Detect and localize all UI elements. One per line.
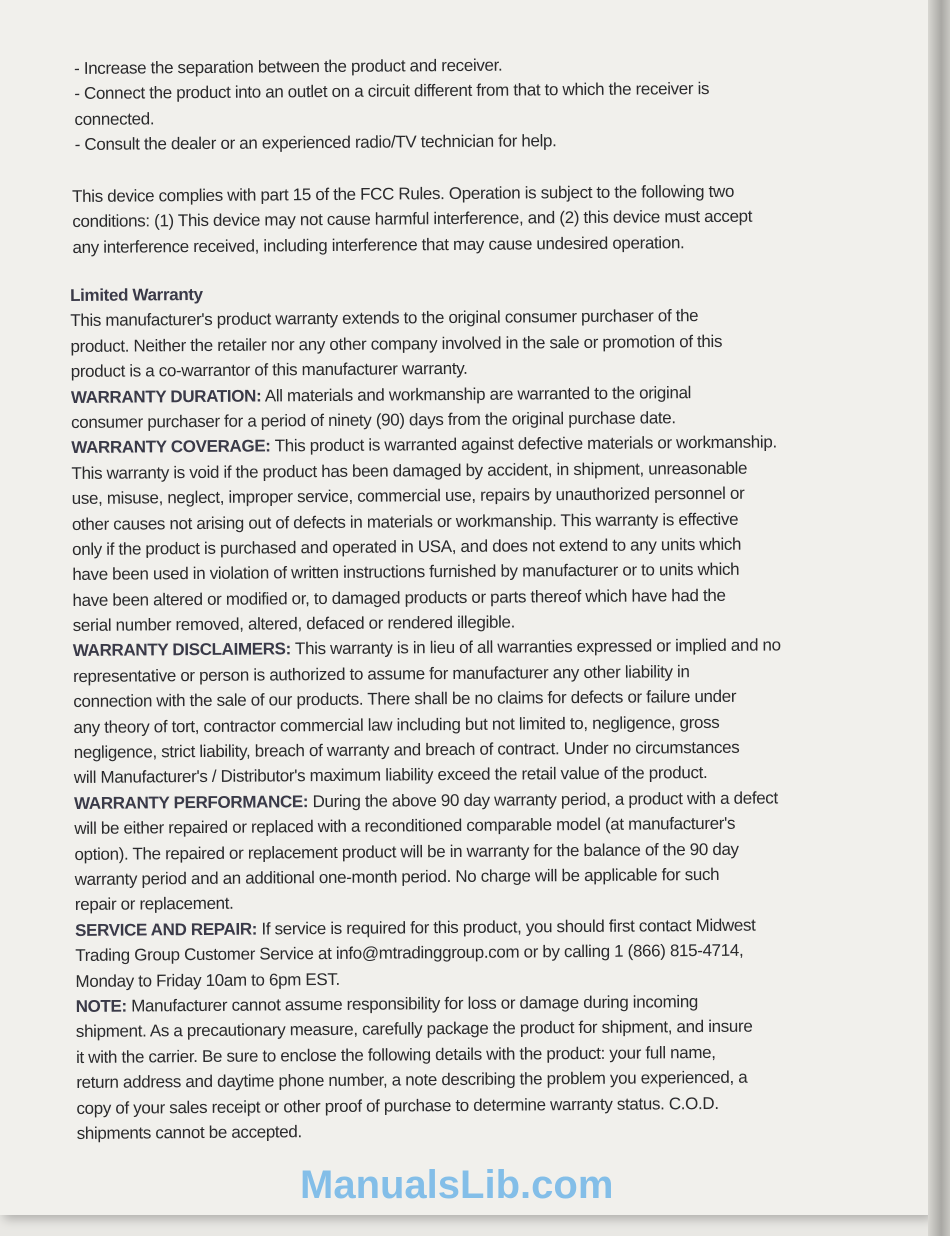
watermark: ManualsLib.com (300, 1163, 614, 1207)
line-text: have been altered or modified or, to damaged products or parts thereof which have had the (72, 585, 726, 610)
line-text: - Increase the separation between the product and receiver. (74, 55, 503, 78)
line-text: copy of your sales receipt or other proof of purchase to determine warranty status. C.O.D. (76, 1093, 719, 1118)
line-text: This warranty is void if the product has been damaged by accident, in shipment, unreasonable (71, 458, 748, 483)
line-text: shipments cannot be accepted. (76, 1122, 302, 1143)
section-label: WARRANTY DISCLAIMERS: (72, 639, 292, 661)
line-text: only if the product is purchased and operated in USA, and does not extend to any units which (72, 534, 742, 559)
line-text: will be either repaired or replaced with a reconditioned comparable model (at manufacturer's (74, 813, 736, 839)
line-text: option). The repaired or replacement product will be in warranty for the balance of the 90 day (74, 839, 739, 864)
line-text: If service is required for this product, you should first contact Midwest (256, 915, 756, 939)
text-line (75, 126, 915, 158)
line-text: Trading Group Customer Service at info@mtradinggroup.com or by calling 1 (866) 815-4714, (75, 940, 744, 966)
line-text: connected. (74, 109, 155, 129)
text-line (77, 1114, 917, 1146)
line-text: other causes not arising out of defects in materials or workmanship. This warranty is effective (71, 509, 739, 534)
line-text: warranty period and an additional one-month period. No charge will be applicable for such (74, 864, 720, 889)
line-text: - Connect the product into an outlet on a circuit different from that to which the receiver is (74, 79, 710, 104)
line-text: will Manufacturer's / Distributor's maximum liability exceed the retail value of the product. (73, 763, 708, 788)
line-text: it with the carrier. Be sure to enclose the following details with the product: your full name, (76, 1042, 716, 1067)
line-text: any interference received, including interference that may cause undesired operation. (72, 232, 685, 257)
line-text: consumer purchaser for a period of ninety (90) days from the original purchase date. (71, 408, 676, 432)
fcc-compliance (72, 177, 913, 260)
line-text: This device complies with part 15 of the FCC Rules. Operation is subject to the following two (72, 181, 735, 206)
interference-measures (74, 49, 915, 157)
line-text: serial number removed, altered, defaced or rendered illegible. (72, 612, 516, 636)
line-text: shipment. As a precautionary measure, carefully package the product for shipment, and insure (75, 1016, 753, 1042)
section-label: Limited Warranty (70, 284, 203, 305)
line-text: connection with the sale of our products. There shall be no claims for defects or failure under (73, 687, 737, 712)
line-text: return address and daytime phone number, a note describing the problem you experienced, a (76, 1067, 748, 1093)
page-edge-shadow (928, 0, 950, 1236)
section-label: WARRANTY PERFORMANCE: (74, 791, 309, 813)
line-text: product is a co-warrantor of this manufacturer warranty. (70, 359, 468, 382)
line-text: - Consult the dealer or an experienced radio/TV technician for help. (74, 131, 557, 155)
line-text: This warranty is in lieu of all warranties expressed or implied and no (290, 635, 781, 659)
line-text: use, misuse, neglect, improper service, commercial use, repairs by unauthorized personnel or (71, 483, 745, 509)
limited-warranty-section (70, 276, 917, 1146)
line-text: This product is warranted against defective materials or workmanship. (270, 432, 777, 456)
line-text: This manufacturer's product warranty extends to the original consumer purchaser of the (70, 306, 699, 331)
section-label: SERVICE AND REPAIR: (75, 919, 258, 940)
line-text: During the above 90 day warranty period, a product with a defect (308, 788, 778, 811)
line-text: All materials and workmanship are warranted to the original (261, 382, 692, 406)
line-text: Monday to Friday 10am to 6pm EST. (75, 969, 340, 991)
line-text: conditions: (1) This device may not cause harmful interference, and (2) this device must accept (72, 207, 753, 232)
line-text: have been used in violation of written instructions furnished by manufacturer or to units which (72, 560, 740, 585)
section-label: WARRANTY DURATION: (70, 386, 262, 407)
section-label: NOTE: (75, 996, 127, 1016)
line-text: Manufacturer cannot assume responsibility for loss or damage during incoming (126, 992, 699, 1016)
section-label: WARRANTY COVERAGE: (71, 436, 271, 458)
line-text: repair or replacement. (74, 894, 234, 915)
line-text: negligence, strict liability, breach of warranty and breach of contract. Under no circumstances (73, 737, 740, 763)
line-text: representative or person is authorized to assume for manufacturer any other liability in (73, 662, 690, 686)
line-text: product. Neither the retailer nor any other company involved in the sale or promotion of this (70, 331, 723, 356)
line-text: any theory of tort, contractor commercial law including but not limited to, negligence, gross (73, 712, 720, 737)
